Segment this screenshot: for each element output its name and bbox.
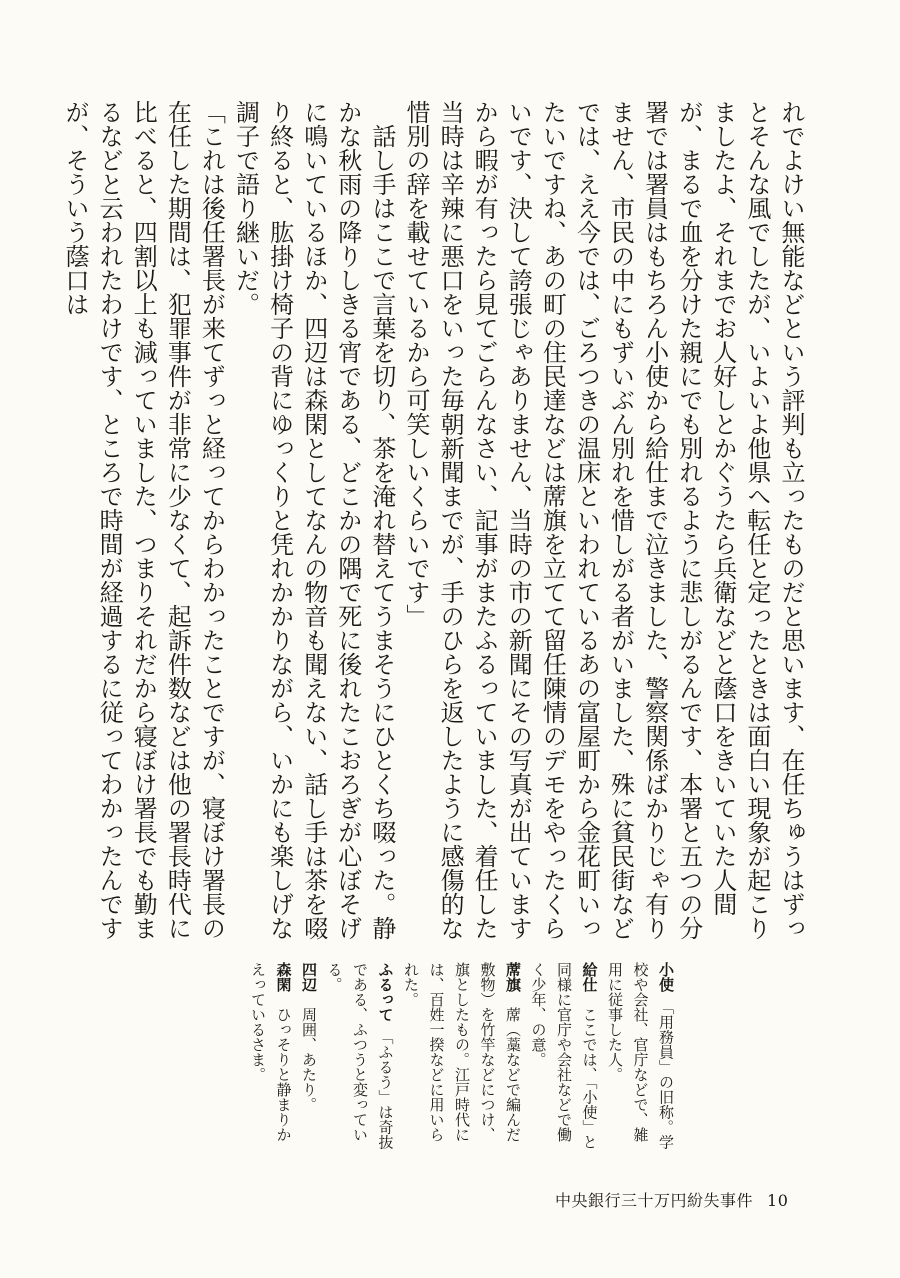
main-body-text (61, 100, 808, 940)
running-title: 中央銀行三十万円紛失事件 (555, 1191, 754, 1210)
note-definition: 「用務員」の旧称。学校や会社、官庁などで、雑用に従事した人。 (606, 962, 675, 1150)
note-term: 給仕 (580, 962, 599, 992)
note-item (296, 962, 322, 1152)
note-term: 小使 (657, 962, 675, 992)
note-term: 四辺 (300, 962, 318, 992)
page-number: 10 (767, 1191, 789, 1210)
glossary-notes (208, 962, 678, 1152)
note-term: 森閑 (274, 962, 293, 992)
body-paragraph-1: れでよけい無能などという評判も立ったものだと思います、在任ちゅうはずっとそんな風でしたが、いよいよ他県へ転任と定ったときは面白い現象が起こりましたよ、それまでお人好しとかぐうたら兵衛などと蔭口をきいていた人間が、まるで血を分けた親にでも別れるように悲しがるんです、本署と五つの分署では署員はもちろん小使から給仕まで泣きました、警察関係ばかりじゃ有りません、市民の中にもずいぶん別れを惜しがる者がいました、殊に貧民街などでは、ええ今では、ごろつきの温床といわれているあの富屋町から金花町いったいですね、あの町の住民達などは蓆旗を立てて留任陳情のデモをやったくらいです、決して誇張じゃありません、当時の市の新聞にその写真が出ていますから暇が有ったら見てごらんなさい、記事がまたふるっていました、着任した当時は辛辣に悪口をいった毎朝新聞までが、手のひらを返したように感傷的な惜別の辞を載せているから可笑しいくらいです」 (401, 100, 805, 940)
note-definition: 周囲、あたり。 (300, 1007, 318, 1112)
body-paragraph-2: 話し手はここで言葉を切り、茶を淹れ替えてうまそうにひとくち啜った。静かな秋雨の降りしきる宵である、どこかの隅で死に後れたこおろぎが心ぼそげに鳴いているほか、四辺は森閑としてなんの物音も聞えない、話し手は茶を啜り終ると、肱掛け椅子の背にゆっくりと凭れかかりながら、いかにも楽しげな調子で語り継いだ。 (231, 100, 396, 940)
note-item (398, 962, 526, 1152)
note-item (602, 962, 679, 1152)
body-paragraph-3: 「これは後任署長が来てずっと経ってからわかったことですが、寝ぼけ署長の在任した期間は、犯罪事件が非常に少なくて、起訴件数などは他の署長時代に比べると、四割以上も減っていました、つまりそれだから寝ぼけ署長でも勤まるなどと云われたわけです、ところで時間が経過するに従ってわかったんですが、そういう蔭口は (61, 100, 226, 940)
note-term: ふるって (376, 962, 395, 1022)
note-term: 蓆旗 (504, 962, 522, 992)
note-item (245, 962, 296, 1152)
page-footer (555, 1188, 788, 1211)
note-item (321, 962, 398, 1152)
note-definition: 「ふるう」は奇抜である、ふつうと変っている。 (325, 962, 395, 1150)
note-definition: 蓆（藁などで編んだ敷物）を竹竿などにつけ、旗としたもの。江戸時代には、百姓一揆などに用いられた。 (402, 962, 522, 1142)
note-item (525, 962, 602, 1152)
note-definition: ここでは、「小使」と同様に官庁や会社などで働く少年、の意。 (529, 962, 599, 1150)
note-definition: ひっそりと静まりかえっているさま。 (249, 962, 293, 1142)
